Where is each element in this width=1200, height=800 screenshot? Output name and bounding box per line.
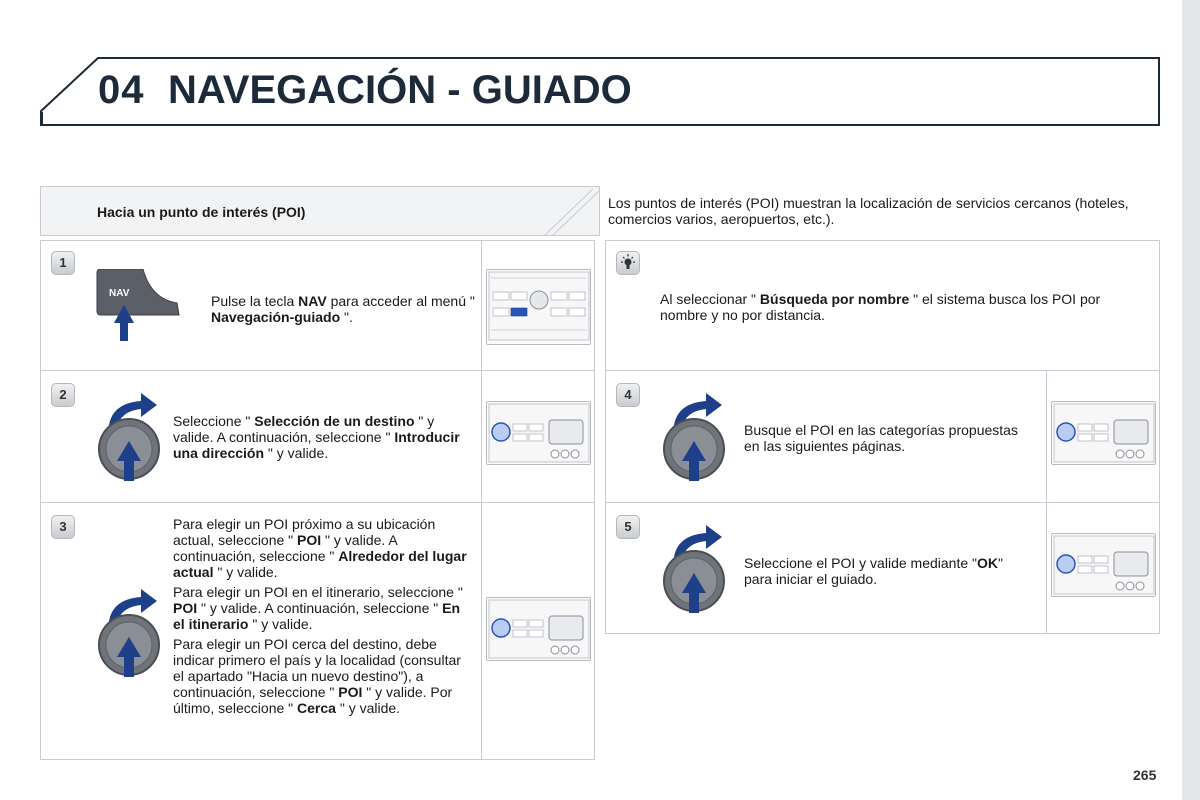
radio-panel-image: [486, 401, 591, 465]
step-3-radio-panel-thumb: [481, 503, 595, 759]
step-5-badge: 5: [616, 515, 640, 539]
nav-key-icon: [95, 269, 195, 344]
step-2-radio-panel-thumb: [481, 371, 595, 502]
radio-panel-image: [1051, 533, 1156, 597]
chapter-title: NAVEGACIÓN - GUIADO: [168, 68, 632, 112]
step-5-box: [605, 502, 1160, 634]
step-3-text: [173, 516, 473, 720]
radio-panel-drawing: [487, 270, 591, 342]
radio-panel-drawing: [487, 402, 591, 464]
step-3-box: [40, 502, 595, 760]
page-edge-bar: [1182, 0, 1200, 800]
rotary-knob-icon: [660, 521, 730, 616]
step-1-box: [40, 240, 595, 371]
step-2-text: Seleccione " Selección de un destino " y valide. A continuación, seleccione " Introducir una dirección " y valide.: [173, 413, 460, 461]
page-number: 265: [1133, 767, 1157, 783]
step-2-badge: 2: [51, 383, 75, 407]
step-4-badge: 4: [616, 383, 640, 407]
step-3-paragraph-1: Para elegir un POI próximo a su ubicación actual, seleccione " POI " y valide. A continuación, seleccione " Alrededor del lugar actual " y valide.: [173, 516, 467, 580]
step-5-text: Seleccione el POI y valide mediante "OK" para iniciar el guiado.: [744, 555, 1003, 587]
radio-panel-drawing: [487, 598, 591, 660]
radio-panel-image: [486, 597, 591, 661]
section-subheading-text: Hacia un punto de interés (POI): [97, 204, 306, 220]
section-subheading: [40, 186, 600, 236]
intro-text: Los puntos de interés (POI) muestran la localización de servicios cercanos (hoteles, comercios varios, aeropuertos, etc.).: [608, 195, 1129, 227]
chapter-header: [40, 56, 1160, 126]
step-5-radio-panel-thumb: [1046, 503, 1160, 633]
step-4-text: Busque el POI en las categorías propuestas en las siguientes páginas.: [744, 422, 1018, 454]
chapter-number: 04: [98, 68, 145, 112]
step-1-radio-panel-thumb: [481, 241, 595, 370]
lightbulb-icon: [616, 251, 640, 275]
subhead-slash-decoration: [539, 187, 599, 237]
lightbulb-icon-drawing: [617, 252, 639, 274]
step-2-box: [40, 370, 595, 503]
step-3-paragraph-2: Para elegir un POI en el itinerario, seleccione " POI " y valide. A continuación, seleccione " En el itinerario " y valide.: [173, 584, 463, 632]
step-1-text: Pulse la tecla NAV para acceder al menú " Navegación-guiado ".: [211, 293, 475, 325]
radio-panel-drawing: [1052, 534, 1156, 596]
step-4-radio-panel-thumb: [1046, 371, 1160, 502]
radio-panel-image: [486, 269, 591, 345]
rotary-knob-icon: [95, 585, 165, 680]
nav-key-label: NAV: [109, 288, 130, 299]
rotary-knob-icon: [660, 389, 730, 484]
step-3-badge: 3: [51, 515, 75, 539]
step-1-badge: 1: [51, 251, 75, 275]
radio-panel-drawing: [1052, 402, 1156, 464]
step-3-paragraph-3: Para elegir un POI cerca del destino, debe indicar primero el país y la localidad (consultar el apartado "Hacia un nuevo destino"), a continuación, seleccione " POI " y valide. Por último, seleccione " Cerca " y valide.: [173, 636, 461, 716]
tip-box: [605, 240, 1160, 371]
step-4-box: [605, 370, 1160, 503]
radio-panel-image: [1051, 401, 1156, 465]
rotary-knob-icon: [95, 389, 165, 484]
tip-text: Al seleccionar " Búsqueda por nombre " el sistema busca los POI por nombre y no por distancia.: [660, 291, 1101, 323]
